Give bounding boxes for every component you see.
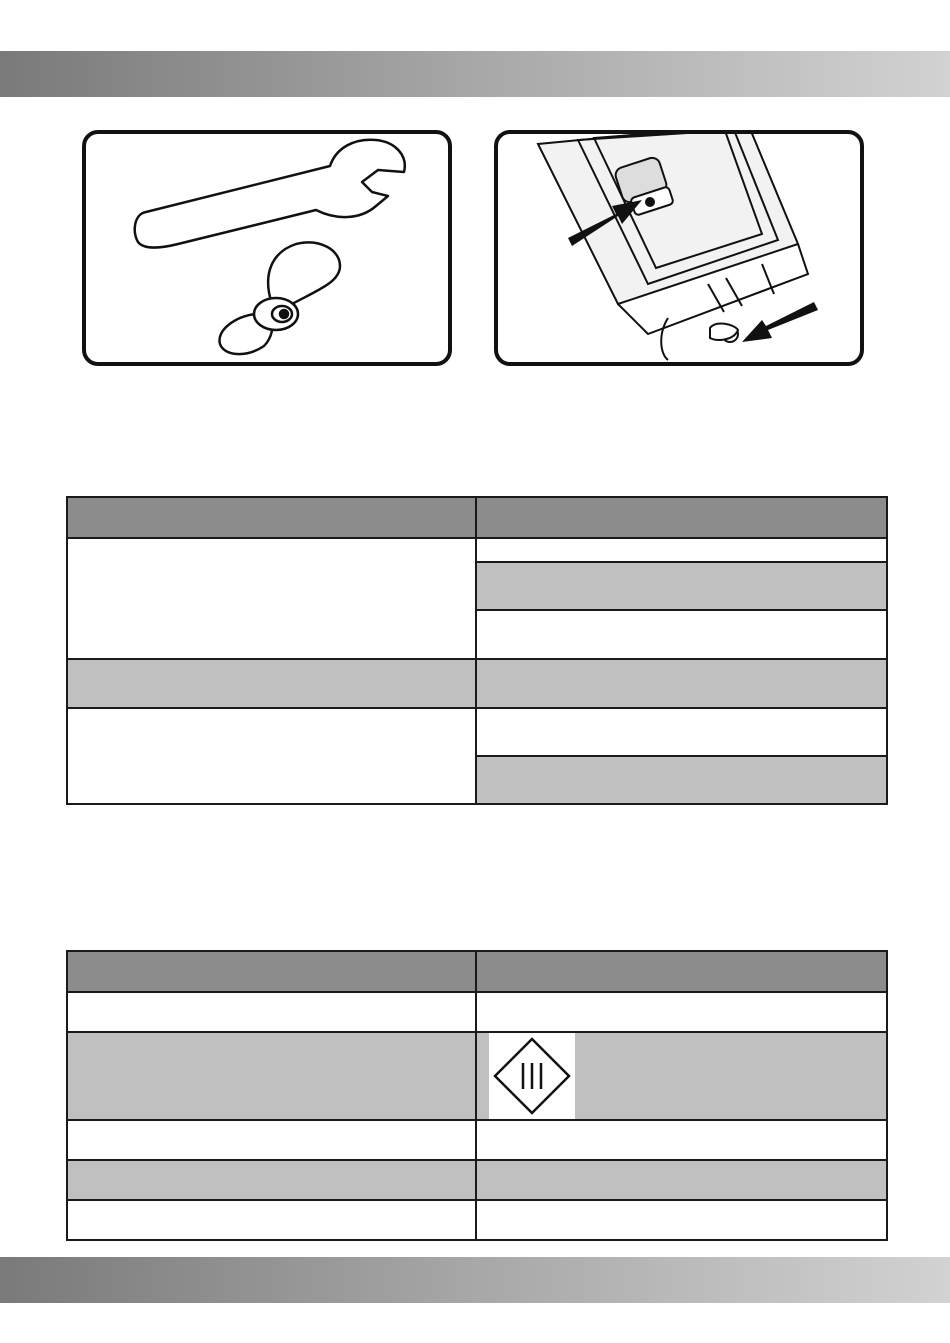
table-row xyxy=(67,1120,887,1160)
spec-table-2 xyxy=(66,950,888,1241)
spec-table-1 xyxy=(66,496,888,805)
table-cell xyxy=(476,1160,887,1200)
table-header-cell xyxy=(476,951,887,992)
table-header-row xyxy=(67,951,887,992)
table-cell xyxy=(67,1120,476,1160)
table-cell xyxy=(476,756,887,804)
table-header-cell xyxy=(67,497,476,538)
table-cell xyxy=(476,538,887,562)
table-header-cell xyxy=(67,951,476,992)
footer-band xyxy=(0,1257,950,1303)
figure-panel-tools xyxy=(82,130,452,366)
table-cell xyxy=(476,1120,887,1160)
table-header-cell xyxy=(476,497,887,538)
table-row xyxy=(67,659,887,708)
figure-area xyxy=(66,116,886,376)
table-cell xyxy=(476,1200,887,1240)
table-row xyxy=(67,992,887,1032)
table-row xyxy=(67,1032,887,1120)
table-row xyxy=(67,1160,887,1200)
protection-class-III-icon xyxy=(489,1033,575,1119)
wrench-icon xyxy=(135,140,405,248)
table-cell xyxy=(476,659,887,708)
table-cell-symbol xyxy=(476,1032,887,1120)
table-cell xyxy=(67,1032,476,1120)
table-cell xyxy=(67,708,476,804)
table-cell xyxy=(476,992,887,1032)
table-cell xyxy=(67,659,476,708)
table-header-row xyxy=(67,497,887,538)
header-band xyxy=(0,51,950,97)
table-row xyxy=(67,708,887,756)
table-cell xyxy=(67,1160,476,1200)
table-row xyxy=(67,538,887,562)
table-cell xyxy=(67,538,476,659)
table-cell xyxy=(476,562,887,610)
table-cell xyxy=(476,708,887,756)
table-cell xyxy=(67,1200,476,1240)
figure-panel-propeller-install xyxy=(494,130,864,366)
table-cell xyxy=(476,610,887,659)
table-cell xyxy=(67,992,476,1032)
table-row xyxy=(67,1200,887,1240)
arrow-icon xyxy=(742,302,818,342)
propeller-icon xyxy=(219,242,340,354)
